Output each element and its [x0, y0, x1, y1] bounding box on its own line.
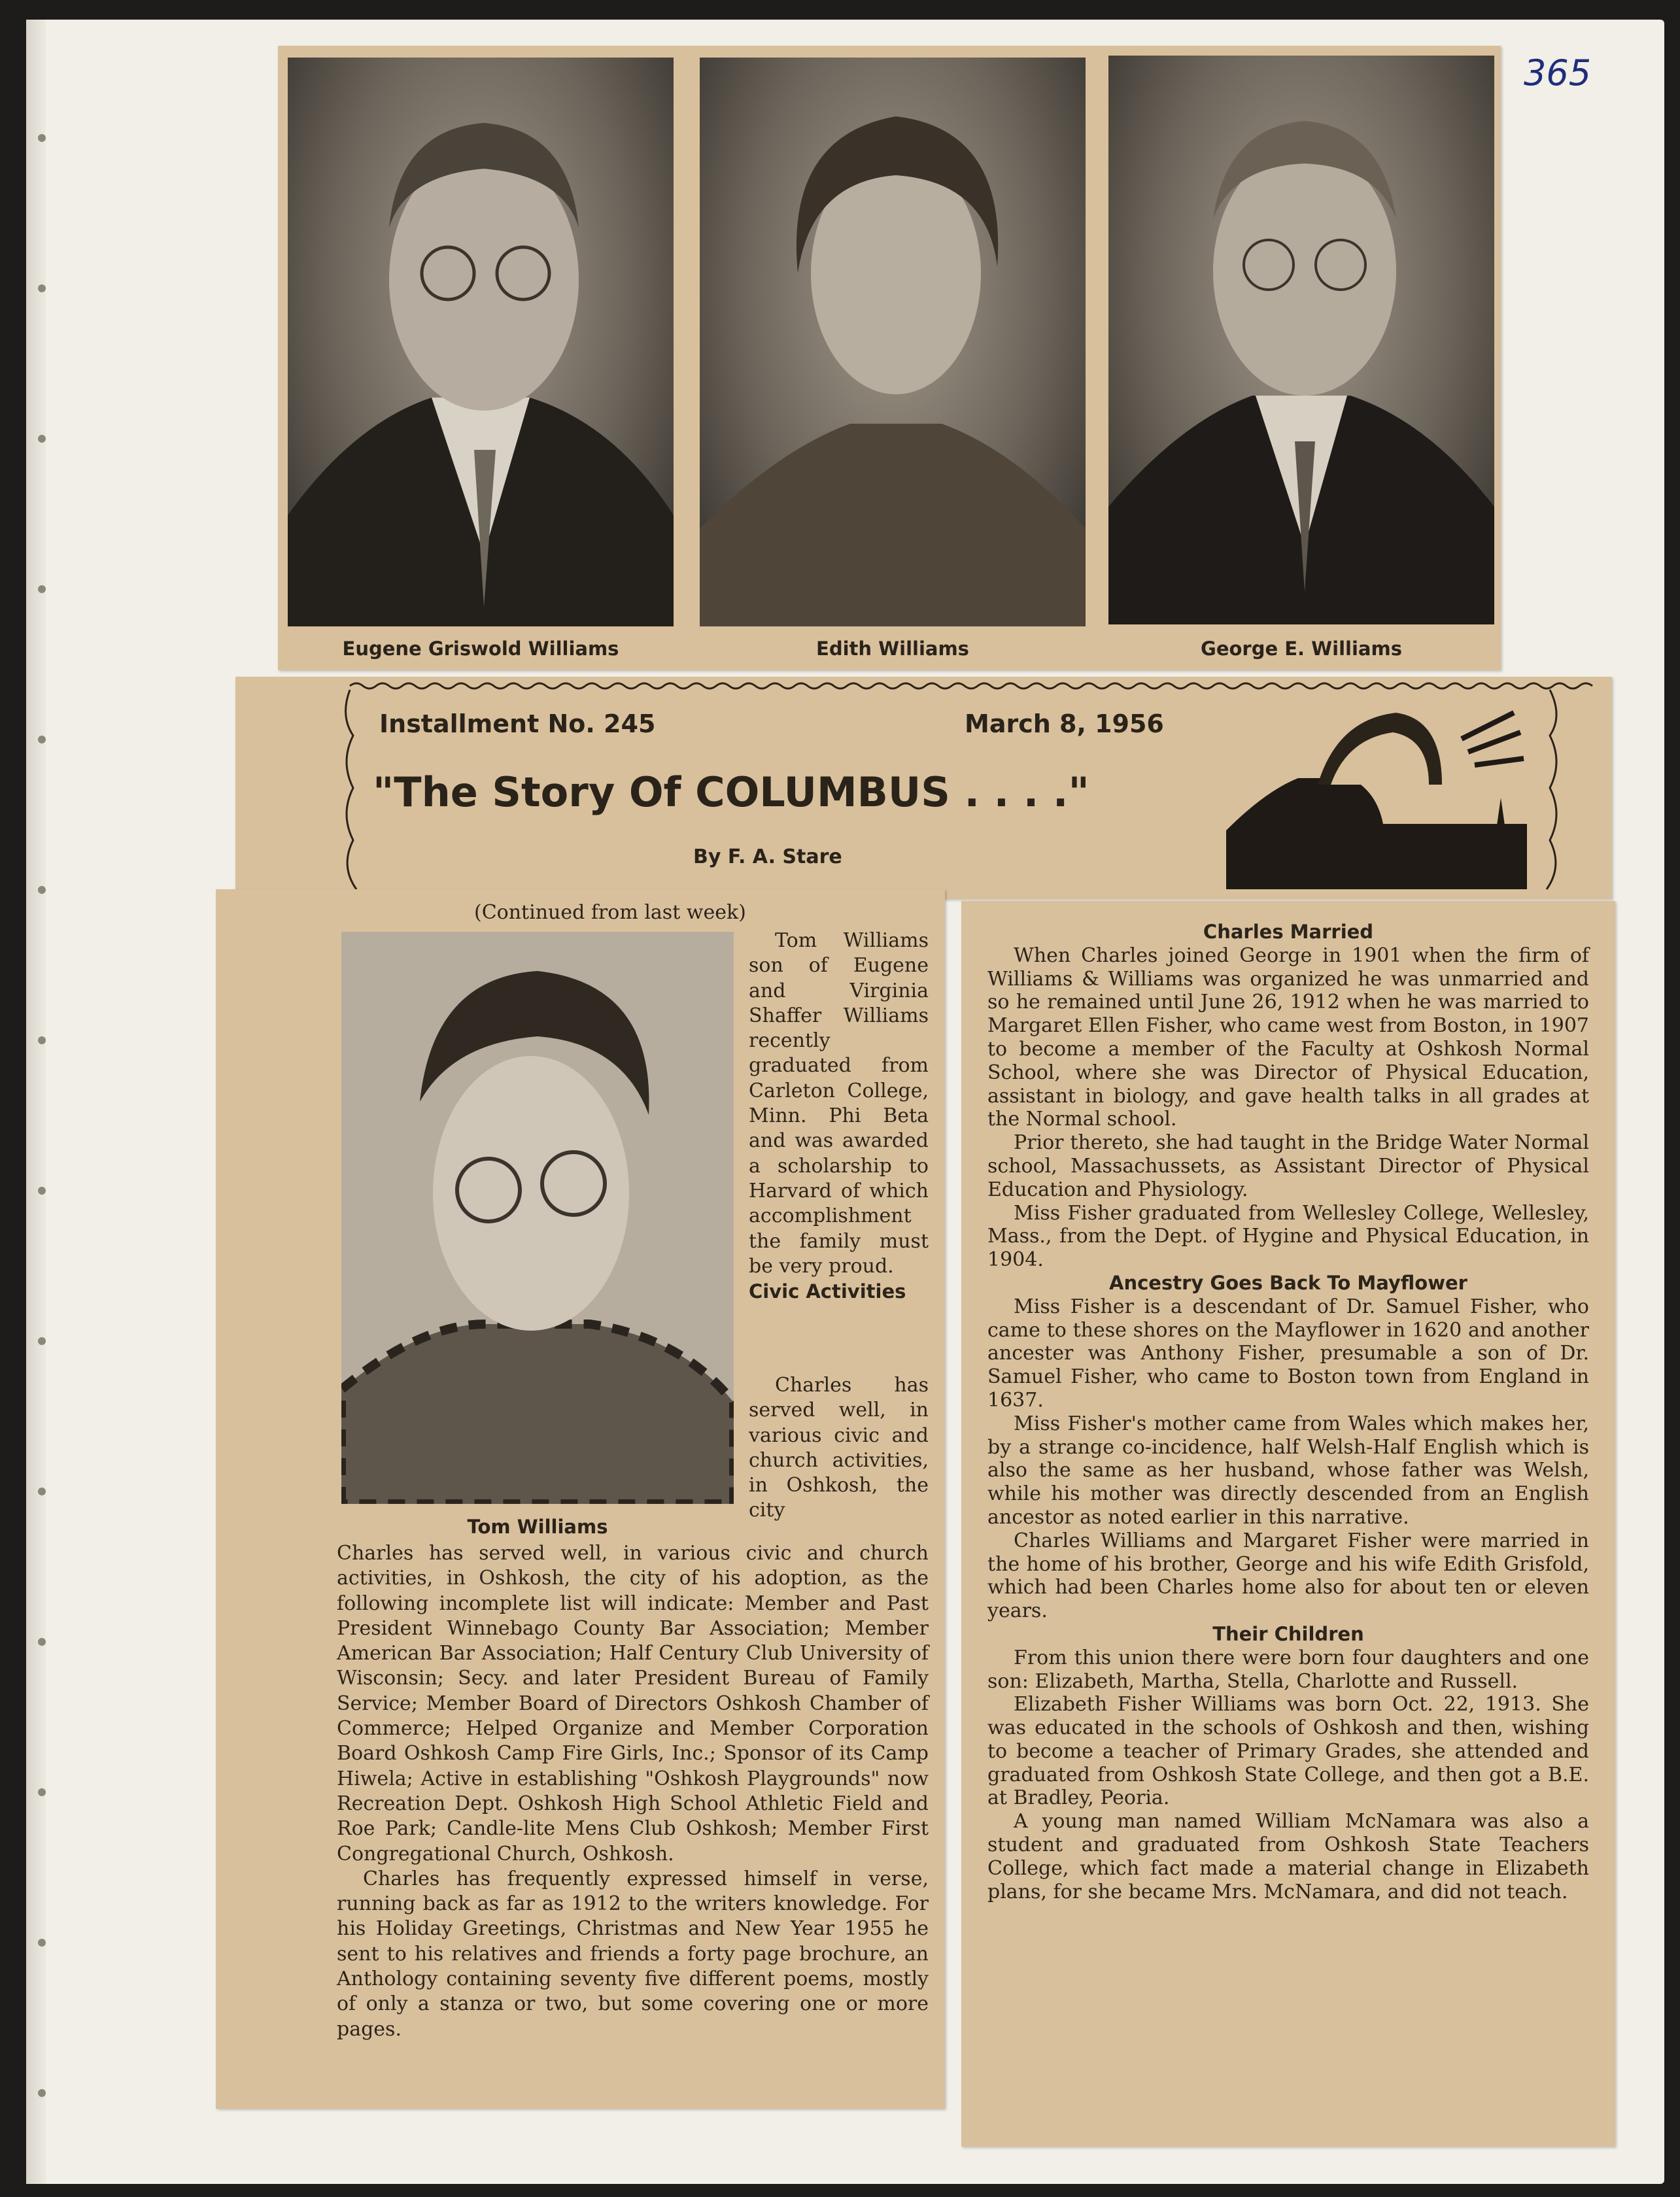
portrait-photo-tom: [341, 932, 734, 1504]
portrait-photo-eugene: [288, 58, 674, 626]
right-column-text: [987, 921, 1589, 1903]
married-heading: Charles Married: [1203, 921, 1374, 943]
article-date: March 8, 1956: [965, 709, 1164, 738]
caption-tom: Tom Williams: [467, 1516, 608, 1538]
article-byline: By F. A. Stare: [693, 845, 842, 868]
continued-note: (Continued from last week): [474, 901, 746, 924]
civic-column-bottom: [337, 1541, 929, 2042]
ancestry-paragraph-1: Miss Fisher is a descendant of Dr. Samuel Fisher, who came to these shores on the Mayflower in 1620 and another ancester was Anthony Fisher, presumable a son of Dr. Samuel Fisher, who came to Boston town from England in 1637.: [987, 1295, 1589, 1412]
ancestry-paragraph-2: Miss Fisher's mother came from Wales which makes her, by a strange co-incidence, half Welsh-Half English which is also the same as her husband, whose father was Welsh, while his mother was directly descended from an English ancestor as noted earlier in this narrative.: [987, 1412, 1589, 1529]
right-column-clipping: [961, 901, 1615, 2147]
verse-paragraph: Charles has frequently expressed himself in verse, running back as far as 1912 to the writers knowledge. For his Holiday Greetings, Christmas and New Year 1955 he sent to his relatives and friends a forty page brochure, an Anthology containing seventy five different poems, mostly of only a stanza or two, but some covering one or more pages.: [337, 1867, 929, 2041]
children-paragraph-2: Elizabeth Fisher Williams was born Oct. 22, 1913. She was educated in the schools of Oshkosh and then, wishing to become a teacher of Primary Grades, she attended and graduated from Oshkosh State College, and then got a B.E. at Bradley, Peoria.: [987, 1693, 1589, 1810]
children-paragraph-3: A young man named William McNamara was also a student and graduated from Oshkosh State Teachers College, which fact made a material change in Elizabeth plans, for she became Mrs. McNamara, and did not teach.: [987, 1810, 1589, 1903]
article-title: "The Story Of COLUMBUS . . . .": [373, 768, 1089, 816]
caption-edith: Edith Williams: [816, 638, 969, 660]
binding-ring: [38, 1638, 46, 1646]
covered-wagon-illustration: [1226, 700, 1527, 889]
civic-paragraph: Charles has served well, in various civic and church activities, in Oshkosh, the city of his adoption, as the following incomplete list will indicate: Member and Past President Winnebago County Bar Association; Member American Bar Association; Half Century Club University of Wisconsin; Secy. and later President Bureau of Family Service; Member Board of Directors Oshkosh Chamber of Commerce; Helped Organize and Member Corporation Board Oshkosh Camp Fire Girls, Inc.; Sponsor of its Camp Hiwela; Active in establishing "Oshkosh Playgrounds" now Recreation Dept. Oshkosh High School Athletic Field and Roe Park; Candle-lite Mens Club Oshkosh; Member First Congregational Church, Oshkosh.: [337, 1542, 929, 1865]
civic-heading: Civic Activities: [749, 1280, 906, 1303]
binding-ring: [38, 284, 46, 292]
married-paragraph-1: When Charles joined George in 1901 when the firm of Williams & Williams was organized he was unmarried and so he remained until June 26, 1912 when he was married to Margaret Ellen Fisher, who came west from Boston, in 1907 to become a member of the Faculty at Oshkosh Normal School, where she was Director of Physical Education, assistant in biology, and gave health talks in all grades at the Normal school.: [987, 944, 1589, 1131]
page-binding: [26, 20, 46, 2184]
ancestry-heading: Ancestry Goes Back To Mayflower: [1109, 1271, 1467, 1294]
civic-column-top: Charles has served well, in various civic and church activities, in Oshkosh, the city: [749, 1374, 929, 1522]
caption-eugene: Eugene Griswold Williams: [342, 638, 619, 660]
intro-column: [749, 928, 929, 1304]
binding-ring: [38, 435, 46, 443]
children-paragraph-1: From this union there were born four daughters and one son: Elizabeth, Martha, Stella, Charlotte and Russell.: [987, 1646, 1589, 1693]
binding-ring: [38, 1788, 46, 1796]
intro-paragraph: Tom Williams son of Eugene and Virginia Shaffer Williams recently graduated from Carleton College, Minn. Phi Beta and was awarded a scholarship to Harvard of which accomplishment the family must be very proud.: [749, 929, 929, 1278]
ancestry-paragraph-3: Charles Williams and Margaret Fisher were married in the home of his brother, George and his wife Edith Grisfold, which had been Charles home also for about ten or eleven years.: [987, 1529, 1589, 1623]
binding-ring: [38, 736, 46, 743]
left-column-clipping: [216, 889, 945, 2109]
binding-ring: [38, 2089, 46, 2097]
binding-ring: [38, 1337, 46, 1345]
binding-ring: [38, 886, 46, 894]
caption-george: George E. Williams: [1201, 638, 1402, 660]
article-header: [235, 677, 1612, 899]
binding-ring: [38, 1187, 46, 1195]
binding-ring: [38, 1036, 46, 1044]
portrait-clipping: [278, 46, 1501, 670]
binding-ring: [38, 1939, 46, 1947]
binding-ring: [38, 585, 46, 593]
married-paragraph-2: Prior thereto, she had taught in the Bridge Water Normal school, Massachussets, as Assistant Director of Physical Education and Physiology.: [987, 1131, 1589, 1201]
binding-ring: [38, 134, 46, 142]
portrait-photo-george: [1108, 56, 1494, 624]
portrait-photo-edith: [700, 58, 1086, 626]
married-paragraph-3: Miss Fisher graduated from Wellesley College, Wellesley, Mass., from the Dept. of Hygine and Physical Education, in 1904.: [987, 1201, 1589, 1272]
page-number: 365: [1524, 52, 1592, 94]
installment-number: Installment No. 245: [379, 709, 656, 738]
binding-ring: [38, 1488, 46, 1495]
children-heading: Their Children: [1212, 1622, 1364, 1645]
